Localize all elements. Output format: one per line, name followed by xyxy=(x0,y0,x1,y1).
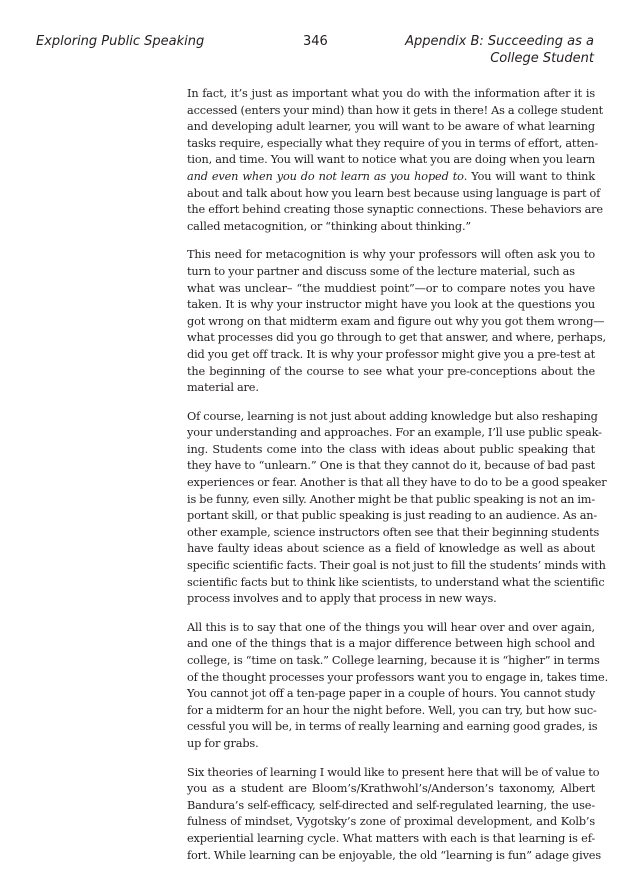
text-line: of the thought processes your professors want you to engage in, takes time. xyxy=(187,670,609,684)
text-line xyxy=(187,169,595,186)
text-line: taken. It is why your instructor might have you look at the questions you xyxy=(187,298,595,312)
text-line: process involves and to apply that process in new ways. xyxy=(187,592,497,606)
paragraph-5 xyxy=(187,765,601,865)
text-line: tion, and time. You will want to notice what you are doing when you learn xyxy=(187,153,595,167)
text-line: have faulty ideas about science as a field of knowledge as well as about xyxy=(187,542,595,556)
text-line: portant skill, or that public speaking is just reading to an audience. As an- xyxy=(187,509,598,523)
text-line: they have to “unlearn.” One is that they cannot do it, because of bad past xyxy=(187,459,595,473)
text-line: did you get off track. It is why your professor might give you a pre-test at xyxy=(187,347,595,361)
text-line: you as a student are Bloom’s/Krathwohl’s/Anderson’s taxonomy, Albert xyxy=(187,782,595,796)
text-line: and developing adult learner, you will want to be aware of what learning xyxy=(187,120,595,134)
text-line: is be funny, even silly. Another might be that public speaking is not an im- xyxy=(187,492,596,506)
running-header xyxy=(36,33,594,73)
paragraph-2 xyxy=(187,247,606,396)
text-line: tasks require, especially what they require of you in terms of effort, atten- xyxy=(187,136,599,150)
text-line: and one of the things that is a major difference between high school and xyxy=(187,637,595,651)
text-line: ing. Students come into the class with ideas about public speaking that xyxy=(187,442,595,456)
text-line: Of course, learning is not just about adding knowledge but also reshaping xyxy=(187,409,598,423)
text-line: specific scientific facts. Their goal is not just to fill the students’ minds with xyxy=(187,559,606,573)
italic-phrase: and even when you do not learn as you hoped to xyxy=(187,169,464,183)
paragraph-4 xyxy=(187,620,609,753)
paragraph-1 xyxy=(187,86,603,235)
text-line: This need for metacognition is why your professors will often ask you to xyxy=(187,248,595,262)
section-title-line-1: Appendix B: Succeeding as a xyxy=(405,34,594,49)
text-line: turn to your partner and discuss some of the lecture material, such as xyxy=(187,264,575,278)
paragraph-3 xyxy=(187,409,607,608)
text-line: about and talk about how you learn best because using language is part of xyxy=(187,186,601,200)
section-title xyxy=(394,33,594,67)
text-line: Six theories of learning I would like to present here that will be of value to xyxy=(187,765,600,779)
text-line: for a midterm for an hour the night before. Well, you can try, but how suc- xyxy=(187,703,597,717)
text-line: All this is to say that one of the things you will hear over and over again, xyxy=(187,620,595,634)
text-fragment: . You will want to think xyxy=(463,169,595,183)
text-line: scientific facts but to think like scientists, to understand what the scientific xyxy=(187,575,605,589)
text-line: Bandura’s self-efficacy, self-directed and self-regulated learning, the use- xyxy=(187,798,595,812)
text-line: In fact, it’s just as important what you do with the information after it is xyxy=(187,87,595,100)
book-title: Exploring Public Speaking xyxy=(36,34,205,49)
text-line: up for grabs. xyxy=(187,736,259,750)
text-line: got wrong on that midterm exam and figure out why you got them wrong— xyxy=(187,314,605,328)
page-number: 346 xyxy=(303,34,328,49)
text-line: experiential learning cycle. What matters with each is that learning is ef- xyxy=(187,831,595,845)
text-line: what processes did you go through to get that answer, and where, perhaps, xyxy=(187,331,606,345)
text-line: the effort behind creating those synaptic connections. These behaviors are xyxy=(187,203,603,217)
text-line: cessful you will be, in terms of really learning and earning good grades, is xyxy=(187,720,598,734)
text-line: experiences or fear. Another is that all they have to do to be a good speaker xyxy=(187,476,607,490)
text-line: the beginning of the course to see what your pre-conceptions about the xyxy=(187,364,595,378)
text-line: accessed (enters your mind) than how it gets in there! As a college student xyxy=(187,103,603,117)
text-line: your understanding and approaches. For an example, I’ll use public speak- xyxy=(187,426,602,440)
text-line: other example, science instructors often see that their beginning students xyxy=(187,525,600,539)
text-line: called metacognition, or “thinking about thinking.” xyxy=(187,219,472,233)
text-line: college, is “time on task.” College learning, because it is “higher” in terms xyxy=(187,654,600,667)
body-text xyxy=(187,86,609,876)
section-title-line-2: College Student xyxy=(490,51,594,66)
text-line: fulness of mindset, Vygotsky’s zone of proximal development, and Kolb’s xyxy=(187,815,595,829)
text-line: what was unclear– “the muddiest point”—or to compare notes you have xyxy=(187,281,595,295)
text-line: material are. xyxy=(187,381,259,395)
text-line: fort. While learning can be enjoyable, the old “learning is fun” adage gives xyxy=(187,848,601,862)
text-line: You cannot jot off a ten-page paper in a couple of hours. You cannot study xyxy=(187,687,596,701)
